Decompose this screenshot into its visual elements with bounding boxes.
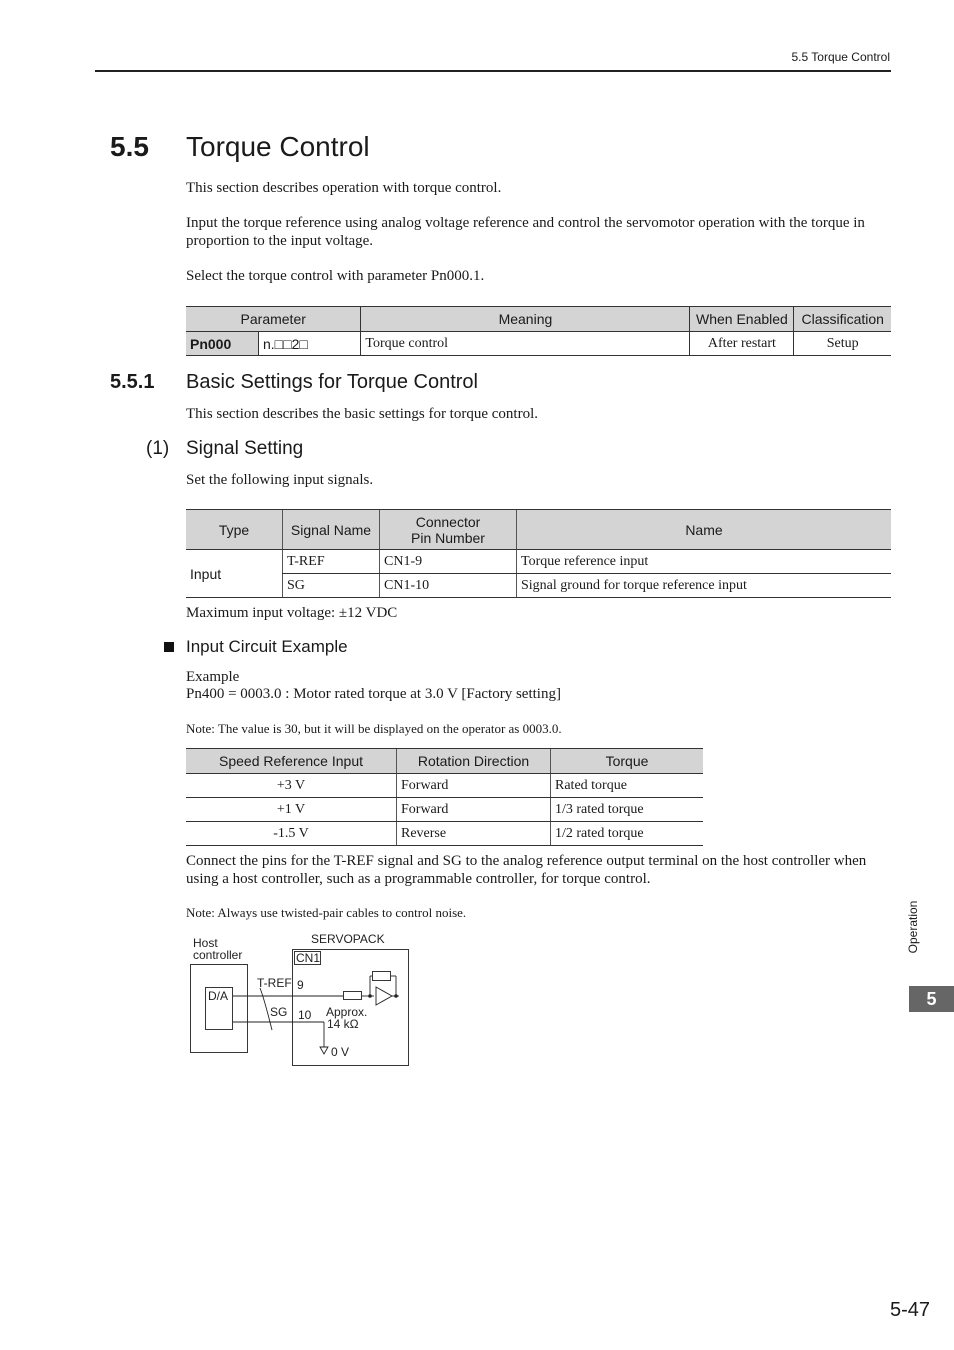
param-number: Pn000: [186, 332, 259, 356]
torque-header-input: Speed Reference Input: [186, 749, 397, 774]
op-amp-icon: [376, 987, 392, 1005]
pin-9-label: 9: [297, 978, 304, 992]
page-number: 5-47: [889, 1299, 930, 1321]
input-circuit-diagram: [186, 930, 416, 1070]
param-classification: Setup: [794, 332, 891, 356]
signal-description: Signal ground for torque reference input: [517, 574, 892, 598]
torque-row-direction: Reverse: [397, 822, 551, 846]
signal-name: SG: [283, 574, 380, 598]
host-label-line1: Host: [193, 936, 218, 950]
approx-label-line1: Approx.: [326, 1005, 368, 1019]
param-header-classification: Classification: [794, 307, 891, 332]
host-label-line2: controller: [193, 948, 243, 962]
parameter-table: [186, 306, 891, 356]
example-label: Example: [186, 669, 240, 685]
param-when-enabled: After restart: [690, 332, 794, 356]
chapter-tab[interactable]: 5: [909, 986, 954, 1012]
torque-row-direction: Forward: [397, 798, 551, 822]
approx-label-line2: 14 kΩ: [327, 1017, 359, 1031]
example-text: Pn400 = 0003.0 : Motor rated torque at 3.0 V [Factory setting]: [186, 686, 561, 702]
torque-row-direction: Forward: [397, 774, 551, 798]
subsection-number: 5.5.1: [110, 371, 155, 393]
servopack-label: SERVOPACK: [311, 932, 385, 946]
pin-10-label: 10: [298, 1008, 312, 1022]
side-tab-label: Operation: [906, 900, 920, 954]
signal-name: T-REF: [283, 550, 380, 574]
signal-description: Torque reference input: [517, 550, 892, 574]
param-header-when-enabled: When Enabled: [690, 307, 794, 332]
tref-label: T-REF: [257, 976, 292, 990]
signal-header-connector: [380, 510, 517, 550]
section-paragraph-1: Input the torque reference using analog voltage reference and control the servomotor operation with the torque in proportion to the input voltage.: [186, 215, 865, 249]
section-paragraph-2: Select the torque control with parameter Pn000.1.: [186, 268, 485, 284]
torque-row-input: +3 V: [186, 774, 397, 798]
subsection-intro: This section describes the basic settings for torque control.: [186, 406, 538, 422]
signal-header-signal-name: Signal Name: [283, 510, 380, 550]
ground-icon: [320, 1047, 328, 1054]
signal-pin: CN1-9: [380, 550, 517, 574]
cn1-label: CN1: [296, 951, 321, 965]
zero-volt-label: 0 V: [331, 1045, 350, 1059]
signal-type-input: Input: [186, 550, 283, 598]
signal-header-connector-line2: Pin Number: [411, 529, 485, 546]
host-controller-box: [191, 965, 248, 1053]
torque-header-direction: Rotation Direction: [397, 749, 551, 774]
torque-row-input: +1 V: [186, 798, 397, 822]
sg-label: SG: [270, 1005, 288, 1019]
param-header-meaning: Meaning: [361, 307, 690, 332]
section-title: Torque Control: [186, 131, 370, 162]
max-input-voltage: Maximum input voltage: ±12 VDC: [186, 605, 398, 621]
torque-row-torque: 1/3 rated torque: [551, 798, 704, 822]
signal-header-name: Name: [517, 510, 892, 550]
signal-setting-label: (1): [146, 438, 170, 459]
param-header-parameter: Parameter: [186, 307, 361, 332]
torque-row-torque: 1/2 rated torque: [551, 822, 704, 846]
signal-setting-intro: Set the following input signals.: [186, 472, 374, 488]
signal-pin: CN1-10: [380, 574, 517, 598]
signal-table: [186, 509, 891, 598]
resistor-icon: [344, 992, 362, 1000]
header-rule: [95, 70, 891, 72]
subsection-title: Basic Settings for Torque Control: [186, 371, 479, 393]
section-intro: This section describes operation with torque control.: [186, 180, 502, 196]
da-label: D/A: [208, 989, 229, 1003]
feedback-resistor-icon: [373, 972, 391, 981]
torque-row-torque: Rated torque: [551, 774, 704, 798]
bullet-square-icon: [164, 642, 174, 652]
input-circuit-title: Input Circuit Example: [186, 637, 348, 656]
torque-row-input: -1.5 V: [186, 822, 397, 846]
signal-header-connector-line1: Connector: [415, 513, 481, 530]
signal-setting-title: Signal Setting: [186, 438, 304, 459]
torque-header-torque: Torque: [551, 749, 704, 774]
running-header: 5.5 Torque Control: [791, 50, 890, 64]
note-twisted-pair: Note: Always use twisted-pair cables to control noise.: [186, 905, 467, 920]
param-setting: n.□□2□: [259, 332, 361, 356]
note-operator-display: Note: The value is 30, but it will be displayed on the operator as 0003.0.: [186, 721, 562, 736]
connect-pins-text: Connect the pins for the T-REF signal and SG to the analog reference output terminal on the host controller when using a host controller, such as a programmable controller, for torque control.: [186, 853, 867, 887]
signal-header-type: Type: [186, 510, 283, 550]
section-number: 5.5: [110, 131, 149, 162]
param-meaning: Torque control: [361, 332, 690, 356]
torque-reference-table: [186, 748, 703, 846]
